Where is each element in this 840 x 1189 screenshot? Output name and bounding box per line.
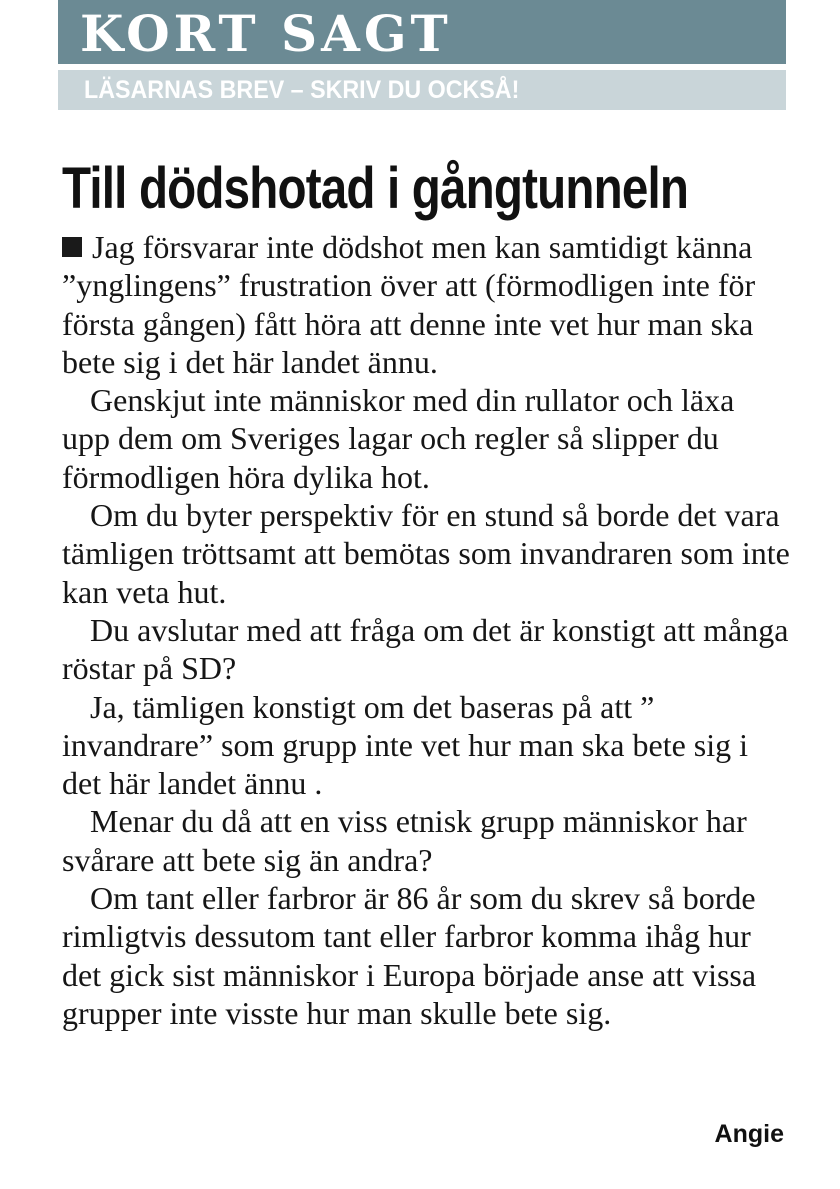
paragraph-text: Jag försvarar inte dödshot men kan samtidigt känna ”ynglingens” frustration över att (förmodligen inte för första gången) fått höra att denne inte vet hur man ska bete sig i det här landet ännu. — [62, 229, 756, 380]
article-paragraph: Menar du då att en viss etnisk grupp människor har svårare att bete sig än andra? — [62, 803, 747, 878]
article-paragraph: Genskjut inte människor med din rullator och läxa upp dem om Sveriges lagar och regler så slipper du förmodligen höra dylika hot. — [62, 382, 735, 495]
article-headline: Till dödshotad i gångtunneln — [62, 156, 689, 221]
article-paragraph — [62, 228, 790, 381]
article-paragraph: Du avslutar med att fråga om det är konstigt att många röstar på SD? — [62, 611, 789, 687]
article-body — [62, 228, 790, 1032]
section-subtitle: LÄSARNAS BREV – SKRIV DU OCKSÅ! — [84, 76, 520, 104]
article-paragraph: Ja, tämligen konstigt om det baseras på att ” invandrare” som grupp inte vet hur man ska bete sig i det här landet ännu . — [62, 688, 749, 802]
article-paragraph: Om du byter perspektiv för en stund så borde det vara tämligen tröttsamt att bemötas som invandraren som inte kan veta hut. — [62, 497, 790, 610]
article-paragraph: Om tant eller farbror är 86 år som du skrev så borde rimligtvis dessutom tant eller farbror komma ihåg hur det gick sist människor i Europa började anse att vissa grupper inte visste hur man skulle bete sig. — [62, 880, 757, 1031]
paragraph-start-square-icon — [62, 237, 82, 257]
article-signature: Angie — [714, 1120, 784, 1148]
section-title: KORT SAGT — [80, 4, 452, 63]
